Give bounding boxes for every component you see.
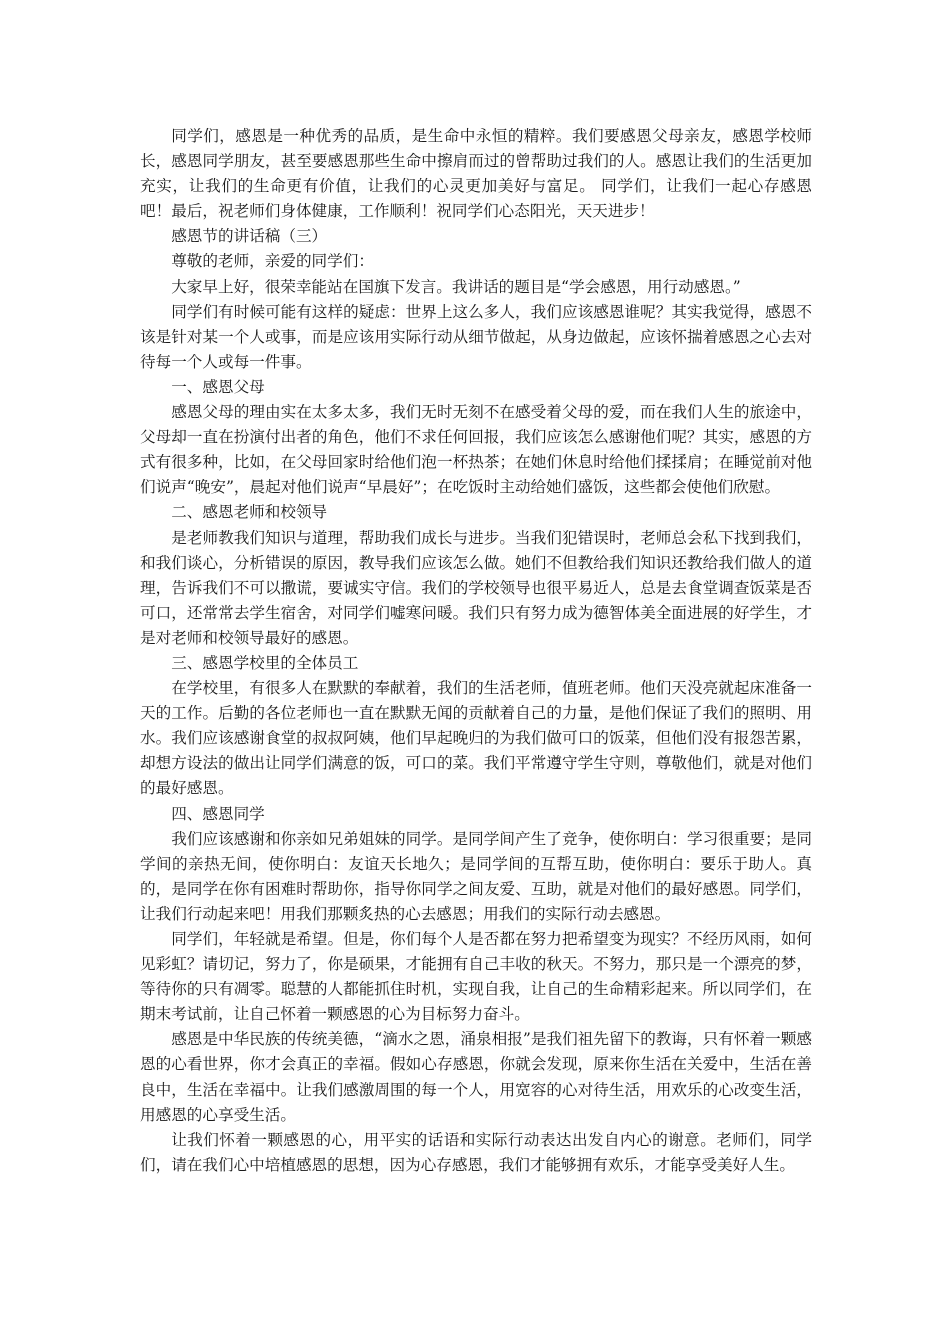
paragraph-introduction: 同学们有时候可能有这样的疑虑：世界上这么多人，我们应该感恩谁呢？其实我觉得，感恩不该是针对某一个人或事，而是应该用实际行动从细节做起，从身边做起，应该怀揣着感恩之心去对待每一个人或每一件事。 <box>140 302 812 371</box>
paragraph-conclusion: 让我们怀着一颗感恩的心，用平实的话语和实际行动表达出发自内心的谢意。老师们，同学们，请在我们心中培植感恩的思想，因为心存感恩，我们才能够拥有欢乐，才能享受美好人生。 <box>140 1130 812 1174</box>
paragraph-staff: 在学校里，有很多人在默默的奉献着，我们的生活老师，值班老师。他们天没亮就起床准备一天的工作。后勤的各位老师也一直在默默无闻的贡献着自己的力量，是他们保证了我们的照明、用水。我们应该感谢食堂的叔叔阿姨，他们早起晚归的为我们做可口的饭菜，但他们没有报怨苦累，却想方设法的做出让同学们满意的饭，可口的菜。我们平常遵守学生守则，尊敬他们，就是对他们的最好感恩。 <box>140 679 812 798</box>
paragraph-hope: 同学们，年轻就是希望。但是，你们每个人是否都在努力把希望变为现实？不经历风雨，如何见彩虹？请切记，努力了，你是硕果，才能拥有自己丰收的秋天。不努力，那只是一个漂亮的梦，等待你的只有凋零。聪慧的人都能抓住时机，实现自我，让自己的生命精彩起来。所以同学们，在期末考试前，让自己怀着一颗感恩的心为目标努力奋斗。 <box>140 930 812 1024</box>
heading-parents: 一、感恩父母 <box>171 377 265 396</box>
heading-staff: 三、感恩学校里的全体员工 <box>171 653 359 672</box>
paragraph-virtue: 感恩是中华民族的传统美德，“滴水之恩，涌泉相报”是我们祖先留下的教诲，只有怀着一颗感恩的心看世界，你才会真正的幸福。假如心存感恩，你就会发现，原来你生活在关爱中，生活在善良中，生活在幸福中。让我们感激周围的每一个人，用宽容的心对待生活，用欢乐的心改变生活，用感恩的心享受生活。 <box>140 1030 812 1124</box>
paragraph-greeting: 大家早上好，很荣幸能站在国旗下发言。我讲话的题目是“学会感恩，用行动感恩。” <box>171 277 741 296</box>
heading-teachers: 二、感恩老师和校领导 <box>171 503 328 522</box>
paragraph-closing-remarks: 同学们，感恩是一种优秀的品质，是生命中永恒的精粹。我们要感恩父母亲友，感恩学校师长，感恩同学朋友，甚至要感恩那些生命中擦肩而过的曾帮助过我们的人。感恩让我们的生活更加充实，让我们的生命更有价值，让我们的心灵更加美好与富足。 同学们，让我们一起心存感恩吧！最后，祝老师们身体健康，工作顺利！祝同学们心态阳光，天天进步！ <box>140 127 812 221</box>
paragraph-teachers: 是老师教我们知识与道理，帮助我们成长与进步。当我们犯错误时，老师总会私下找到我们，和我们谈心，分析错误的原因，教导我们应该怎么做。她们不但教给我们知识还教给我们做人的道理，告诉我们不可以撒谎，要诚实守信。我们的学校领导也很平易近人，总是去食堂调查饭菜是否可口，还常常去学生宿舍，对同学们嘘寒问暖。我们只有努力成为德智体美全面进展的好学生，才是对老师和校领导最好的感恩。 <box>140 528 812 647</box>
document-body <box>140 124 812 1178</box>
salutation: 尊敬的老师，亲爱的同学们： <box>171 252 374 271</box>
paragraph-parents: 感恩父母的理由实在太多太多，我们无时无刻不在感受着父母的爱，而在我们人生的旅途中，父母却一直在扮演付出者的角色，他们不求任何回报，我们应该怎么感谢他们呢？其实，感恩的方式有很多种，比如，在父母回家时给他们泡一杯热茶；在她们休息时给他们揉揉肩；在睡觉前对他们说声“晚安”，晨起对他们说声“早晨好”；在吃饭时主动给她们盛饭，这些都会使他们欣慰。 <box>140 403 812 497</box>
paragraph-classmates: 我们应该感谢和你亲如兄弟姐妹的同学。是同学间产生了竞争，使你明白：学习很重要；是同学间的亲热无间，使你明白：友谊天长地久；是同学间的互帮互助，使你明白：要乐于助人。真的，是同学在你有困难时帮助你，指导你同学之间友爱、互助，就是对他们的最好感恩。同学们，让我们行动起来吧！用我们那颗炙热的心去感恩；用我们的实际行动去感恩。 <box>140 829 812 923</box>
heading-classmates: 四、感恩同学 <box>171 804 265 823</box>
section-title: 感恩节的讲话稿（三） <box>171 227 328 246</box>
